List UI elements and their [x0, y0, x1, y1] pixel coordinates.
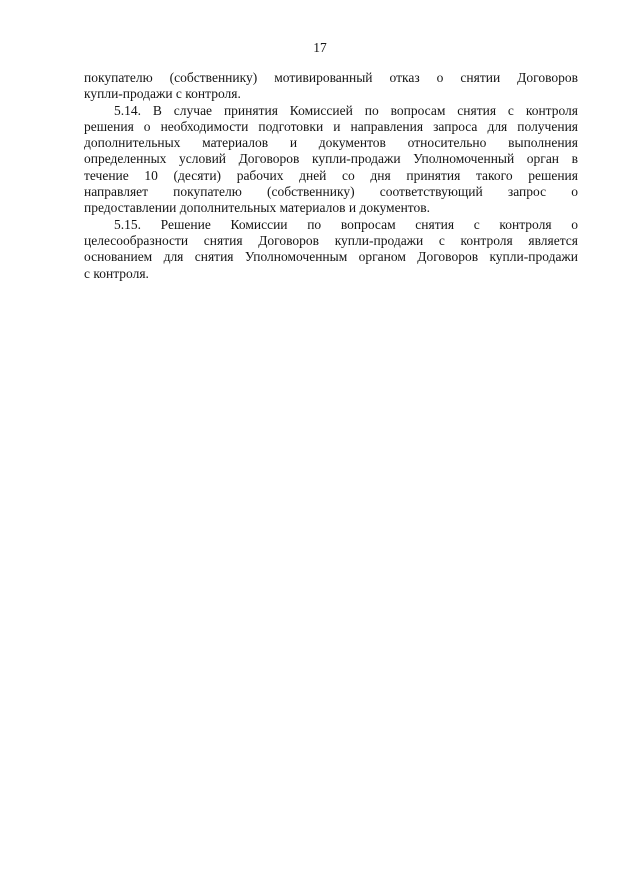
text-line: основанием для снятия Уполномоченным органом Договоров купли-продажи	[84, 249, 578, 265]
text-line: направляет покупателю (собственнику) соответствующий запрос о	[84, 184, 578, 200]
text-line: купли-продажи с контроля.	[84, 86, 241, 102]
text-line: определенных условий Договоров купли-продажи Уполномоченный орган в	[84, 151, 578, 167]
text-line: целесообразности снятия Договоров купли-продажи с контроля является	[84, 232, 578, 248]
text-line: с контроля.	[84, 265, 149, 281]
text-line: 5.15. Решение Комиссии по вопросам снятия с контроля о	[114, 216, 578, 232]
text-line: покупателю (собственнику) мотивированный отказ о снятии Договоров	[84, 70, 578, 85]
paragraph-continuation	[84, 70, 578, 103]
document-body	[84, 70, 578, 282]
text-line: дополнительных материалов и документов относительно выполнения	[84, 135, 578, 151]
text-line: 5.14. В случае принятия Комиссией по вопросам снятия с контроля	[114, 102, 578, 118]
page-number: 17	[313, 40, 327, 55]
text-line: решения о необходимости подготовки и направления запроса для получения	[84, 118, 578, 134]
paragraph-item-5-14	[84, 103, 578, 217]
text-line: течение 10 (десяти) рабочих дней со дня принятия такого решения	[84, 167, 578, 183]
text-line: предоставлении дополнительных материалов и документов.	[84, 200, 431, 216]
paragraph-item-5-15	[84, 217, 578, 282]
